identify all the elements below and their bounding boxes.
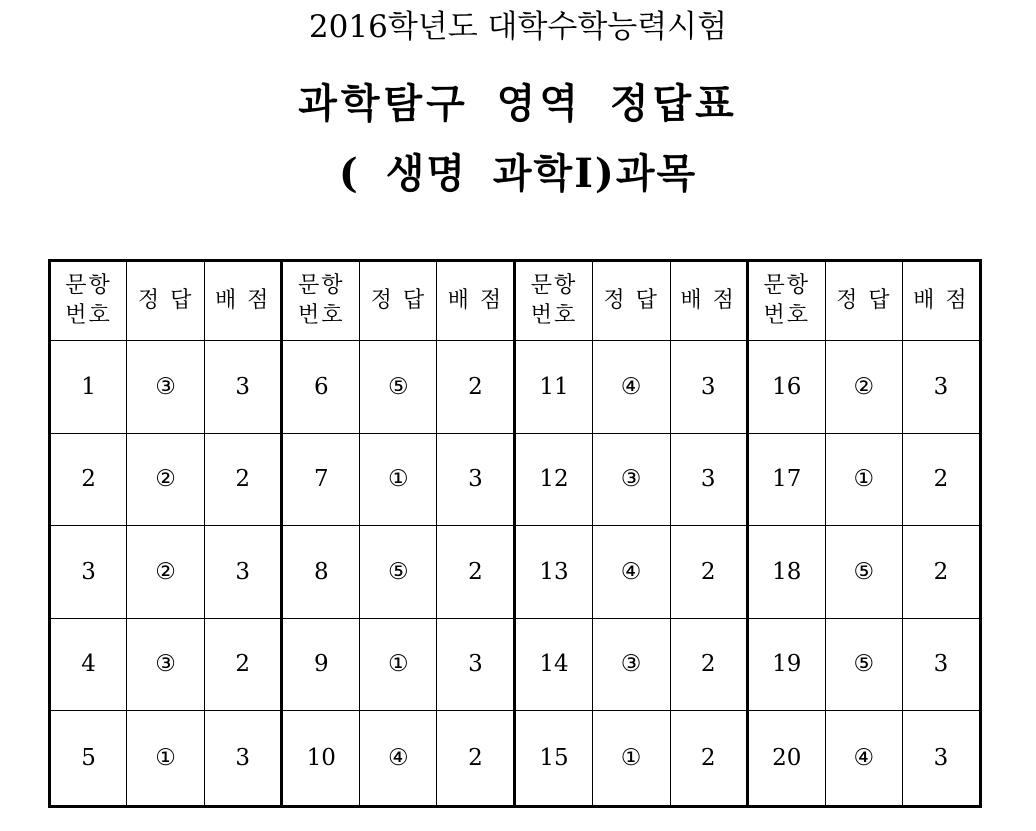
- column-header-number-line2: 번호: [65, 303, 112, 328]
- question-number-cell: 3: [50, 526, 127, 619]
- answer-cell: ③: [127, 341, 205, 434]
- answer-cell: ①: [592, 711, 670, 807]
- answer-table: [48, 259, 982, 808]
- column-header-number: [515, 261, 592, 341]
- score-cell: 2: [205, 618, 282, 711]
- question-number-cell: 5: [50, 711, 127, 807]
- answer-cell: ③: [592, 618, 670, 711]
- column-header-number-line1: 문항: [298, 273, 345, 298]
- answer-cell: ④: [592, 341, 670, 434]
- score-cell: 2: [670, 711, 747, 807]
- answer-cell: ④: [825, 711, 902, 807]
- score-cell: 2: [902, 526, 980, 619]
- answer-cell: ⑤: [360, 341, 437, 434]
- score-cell: 2: [437, 341, 515, 434]
- question-number-cell: 14: [515, 618, 592, 711]
- question-number-cell: 20: [747, 711, 825, 807]
- score-cell: 2: [205, 433, 282, 526]
- question-number-cell: 6: [282, 341, 360, 434]
- score-cell: 2: [670, 526, 747, 619]
- column-header-answer: 정 답: [592, 261, 670, 341]
- score-cell: 3: [902, 711, 980, 807]
- question-number-cell: 18: [747, 526, 825, 619]
- question-number-cell: 16: [747, 341, 825, 434]
- table-row: [50, 433, 981, 526]
- score-cell: 3: [205, 341, 282, 434]
- question-number-cell: 7: [282, 433, 360, 526]
- question-number-cell: 13: [515, 526, 592, 619]
- score-cell: 3: [670, 341, 747, 434]
- column-header-score: 배 점: [670, 261, 747, 341]
- question-number-cell: 11: [515, 341, 592, 434]
- question-number-cell: 4: [50, 618, 127, 711]
- score-cell: 2: [902, 433, 980, 526]
- column-header-number-line2: 번호: [763, 303, 810, 328]
- answer-cell: ④: [592, 526, 670, 619]
- page-title: 과학탐구 영역 정답표: [298, 80, 738, 127]
- score-cell: 3: [437, 433, 515, 526]
- column-header-answer: 정 답: [825, 261, 902, 341]
- question-number-cell: 2: [50, 433, 127, 526]
- column-header-number-line1: 문항: [763, 273, 810, 298]
- score-cell: 3: [902, 618, 980, 711]
- column-header-answer: 정 답: [360, 261, 437, 341]
- score-cell: 2: [437, 711, 515, 807]
- table-row: [50, 618, 981, 711]
- answer-cell: ③: [127, 618, 205, 711]
- column-header-score: 배 점: [437, 261, 515, 341]
- question-number-cell: 19: [747, 618, 825, 711]
- answer-cell: ⑤: [360, 526, 437, 619]
- score-cell: 3: [437, 618, 515, 711]
- exam-title: 2016학년도 대학수학능력시험: [308, 9, 728, 45]
- answer-cell: ②: [127, 433, 205, 526]
- score-cell: 3: [670, 433, 747, 526]
- column-header-number-line2: 번호: [298, 303, 345, 328]
- score-cell: 3: [205, 711, 282, 807]
- question-number-cell: 15: [515, 711, 592, 807]
- answer-cell: ③: [592, 433, 670, 526]
- question-number-cell: 1: [50, 341, 127, 434]
- score-cell: 2: [437, 526, 515, 619]
- answer-cell: ①: [360, 618, 437, 711]
- answer-cell: ①: [127, 711, 205, 807]
- column-header-number: [282, 261, 360, 341]
- column-header-number: [50, 261, 127, 341]
- table-row: [50, 341, 981, 434]
- subject-title: ( 생명 과학Ⅰ)과목: [338, 150, 698, 197]
- question-number-cell: 9: [282, 618, 360, 711]
- column-header-number: [747, 261, 825, 341]
- column-header-number-line2: 번호: [530, 303, 578, 328]
- question-number-cell: 12: [515, 433, 592, 526]
- answer-cell: ②: [825, 341, 902, 434]
- answer-cell: ②: [127, 526, 205, 619]
- column-header-number-line1: 문항: [65, 273, 112, 298]
- question-number-cell: 8: [282, 526, 360, 619]
- question-number-cell: 10: [282, 711, 360, 807]
- header-row: [50, 261, 981, 341]
- answer-cell: ①: [360, 433, 437, 526]
- answer-cell: ④: [360, 711, 437, 807]
- score-cell: 2: [670, 618, 747, 711]
- score-cell: 3: [902, 341, 980, 434]
- column-header-score: 배 점: [902, 261, 980, 341]
- column-header-score: 배 점: [205, 261, 282, 341]
- answer-cell: ⑤: [825, 618, 902, 711]
- question-number-cell: 17: [747, 433, 825, 526]
- answer-table-body: [50, 341, 981, 807]
- table-row: [50, 526, 981, 619]
- column-header-number-line1: 문항: [530, 273, 578, 298]
- answer-cell: ①: [825, 433, 902, 526]
- column-header-answer: 정 답: [127, 261, 205, 341]
- answer-cell: ⑤: [825, 526, 902, 619]
- score-cell: 3: [205, 526, 282, 619]
- table-row: [50, 711, 981, 807]
